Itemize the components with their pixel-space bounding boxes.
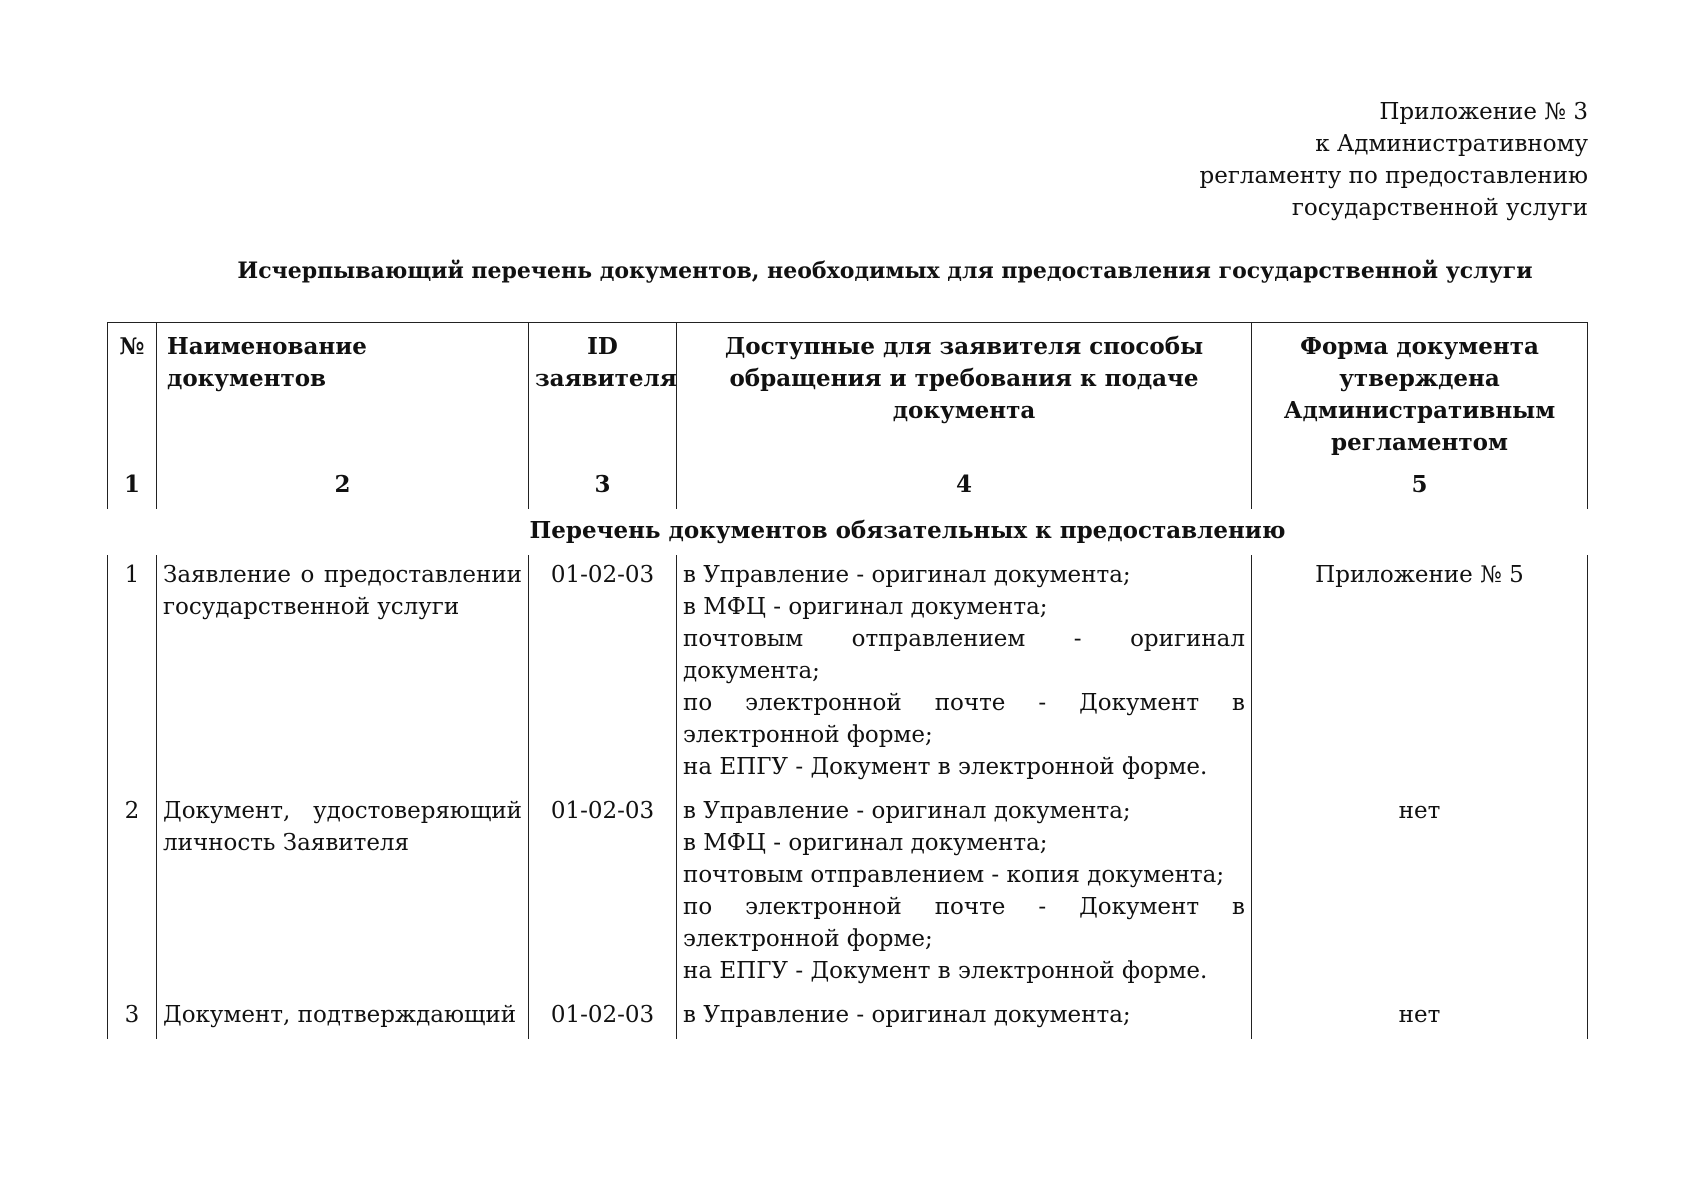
method-item: по электронной почте - Документ в электронной форме;	[683, 894, 1245, 952]
table-row	[108, 555, 1588, 791]
method-item: в Управление - оригинал документа;	[683, 562, 1131, 588]
annex-line-4: государственной услуги	[1291, 195, 1588, 221]
annex-reference	[1200, 96, 1588, 224]
row-number: 3	[108, 995, 157, 1039]
document-name: Документ, подтверждающий	[157, 995, 529, 1039]
document-form: нет	[1252, 995, 1588, 1039]
column-number: 3	[529, 467, 677, 509]
method-item: в Управление - оригинал документа;	[683, 798, 1131, 824]
method-item: в Управление - оригинал документа;	[683, 1002, 1131, 1028]
header-document-name: Наименование документов	[157, 323, 529, 468]
method-item: в МФЦ - оригинал документа;	[683, 830, 1048, 856]
row-number: 1	[108, 555, 157, 791]
header-document-form: Форма документа утверждена Административным регламентом	[1252, 323, 1588, 468]
method-item: на ЕПГУ - Документ в электронной форме.	[683, 958, 1208, 984]
table-row	[108, 791, 1588, 995]
applicant-id: 01-02-03	[529, 995, 677, 1039]
annex-line-1: Приложение № 3	[1379, 99, 1588, 125]
section-title: Перечень документов обязательных к предоставлению	[529, 517, 1286, 544]
method-item: на ЕПГУ - Документ в электронной форме.	[683, 754, 1208, 780]
column-number: 1	[108, 467, 157, 509]
documents-table	[107, 322, 1588, 1039]
section-row	[108, 509, 1588, 555]
submission-methods	[677, 555, 1252, 791]
method-item: почтовым отправлением - копия документа;	[683, 862, 1225, 888]
header-applicant-id: ID заявителя	[529, 323, 677, 468]
document-name: Заявление о предоставлении государственной услуги	[157, 555, 529, 791]
document-form: нет	[1252, 791, 1588, 995]
table-row	[108, 995, 1588, 1039]
column-number: 5	[1252, 467, 1588, 509]
method-item: по электронной почте - Документ в электронной форме;	[683, 690, 1245, 748]
column-numbers-row	[108, 467, 1588, 509]
method-item: в МФЦ - оригинал документа;	[683, 594, 1048, 620]
row-number: 2	[108, 791, 157, 995]
header-number: №	[108, 323, 157, 468]
table-header-row	[108, 323, 1588, 468]
column-number: 4	[677, 467, 1252, 509]
header-submission-methods: Доступные для заявителя способы обращения и требования к подаче документа	[677, 323, 1252, 468]
applicant-id: 01-02-03	[529, 555, 677, 791]
document-name: Документ, удостоверяющий личность Заявителя	[157, 791, 529, 995]
submission-methods	[677, 791, 1252, 995]
submission-methods	[677, 995, 1252, 1039]
applicant-id: 01-02-03	[529, 791, 677, 995]
document-form: Приложение № 5	[1252, 555, 1588, 791]
annex-line-3: регламенту по предоставлению	[1199, 163, 1588, 189]
annex-line-2: к Административному	[1315, 131, 1588, 157]
column-number: 2	[157, 467, 529, 509]
document-title: Исчерпывающий перечень документов, необходимых для предоставления государственной услуги	[237, 258, 1533, 284]
method-item: почтовым отправлением - оригинал документа;	[683, 626, 1245, 684]
